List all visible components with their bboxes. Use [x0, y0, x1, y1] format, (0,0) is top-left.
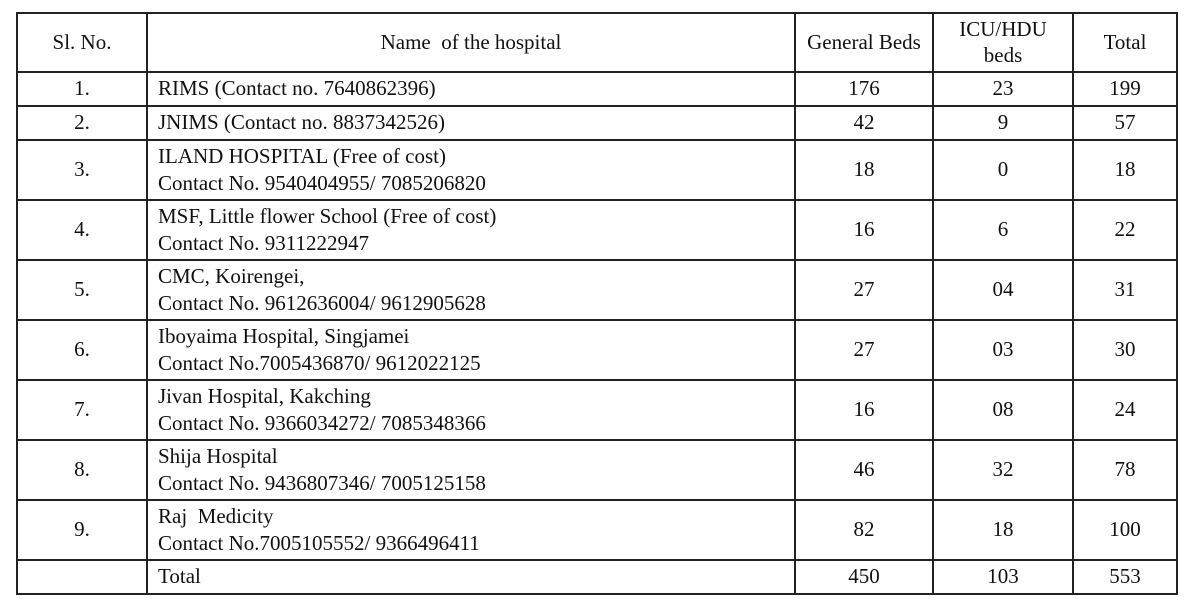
header-sl-no: Sl. No. [17, 13, 147, 72]
hospital-name: JNIMS (Contact no. 8837342526) [158, 110, 445, 135]
header-icu-hdu-beds: ICU/HDU beds [933, 13, 1073, 72]
row-general-beds: 16 [795, 200, 933, 260]
totals-icu-beds: 103 [933, 560, 1073, 594]
table-row [17, 500, 1177, 560]
header-general-beds: General Beds [795, 13, 933, 72]
row-hospital-name [147, 260, 795, 320]
totals-row [17, 560, 1177, 594]
header-hospital-name: Name of the hospital [147, 13, 795, 72]
hospital-contact: Contact No.7005436870/ 9612022125 [158, 350, 481, 375]
table-row [17, 320, 1177, 380]
hospital-contact: Contact No.7005105552/ 9366496411 [158, 530, 480, 555]
hospital-name: Shija Hospital [158, 444, 278, 469]
row-hospital-name [147, 200, 795, 260]
row-sl-no: 8. [17, 440, 147, 500]
table-row [17, 440, 1177, 500]
row-general-beds: 27 [795, 320, 933, 380]
hospital-beds-table [16, 12, 1178, 595]
hospital-name: Raj Medicity [158, 504, 274, 529]
row-icu-beds: 0 [933, 140, 1073, 200]
row-sl-no: 5. [17, 260, 147, 320]
row-icu-beds: 9 [933, 106, 1073, 140]
table-row [17, 106, 1177, 140]
hospital-name: ILAND HOSPITAL (Free of cost) [158, 144, 446, 169]
row-sl-no: 3. [17, 140, 147, 200]
row-icu-beds: 03 [933, 320, 1073, 380]
row-total-beds: 22 [1073, 200, 1177, 260]
row-general-beds: 82 [795, 500, 933, 560]
row-total-beds: 18 [1073, 140, 1177, 200]
row-total-beds: 100 [1073, 500, 1177, 560]
row-total-beds: 199 [1073, 72, 1177, 106]
hospital-name: MSF, Little flower School (Free of cost) [158, 204, 497, 229]
row-sl-no: 1. [17, 72, 147, 106]
table-row [17, 260, 1177, 320]
hospital-name: Jivan Hospital, Kakching [158, 384, 371, 409]
row-hospital-name [147, 106, 795, 140]
row-general-beds: 27 [795, 260, 933, 320]
row-hospital-name [147, 500, 795, 560]
row-sl-no: 4. [17, 200, 147, 260]
totals-general-beds: 450 [795, 560, 933, 594]
hospital-name: RIMS (Contact no. 7640862396) [158, 76, 436, 101]
row-icu-beds: 18 [933, 500, 1073, 560]
hospital-name: CMC, Koirengei, [158, 264, 305, 289]
row-total-beds: 24 [1073, 380, 1177, 440]
row-hospital-name [147, 440, 795, 500]
row-hospital-name [147, 72, 795, 106]
row-icu-beds: 08 [933, 380, 1073, 440]
table-header-row [17, 13, 1177, 72]
row-hospital-name [147, 380, 795, 440]
row-sl-no: 6. [17, 320, 147, 380]
row-general-beds: 46 [795, 440, 933, 500]
row-sl-no: 7. [17, 380, 147, 440]
table-row [17, 140, 1177, 200]
row-hospital-name [147, 140, 795, 200]
row-general-beds: 16 [795, 380, 933, 440]
row-total-beds: 57 [1073, 106, 1177, 140]
hospital-name: Iboyaima Hospital, Singjamei [158, 324, 410, 349]
table-row [17, 200, 1177, 260]
row-icu-beds: 32 [933, 440, 1073, 500]
row-icu-beds: 04 [933, 260, 1073, 320]
totals-label: Total [147, 560, 795, 594]
row-sl-no: 2. [17, 106, 147, 140]
totals-sl-empty [17, 560, 147, 594]
header-total: Total [1073, 13, 1177, 72]
row-general-beds: 176 [795, 72, 933, 106]
totals-total-beds: 553 [1073, 560, 1177, 594]
row-icu-beds: 23 [933, 72, 1073, 106]
row-total-beds: 78 [1073, 440, 1177, 500]
hospital-contact: Contact No. 9540404955/ 7085206820 [158, 170, 486, 195]
hospital-contact: Contact No. 9612636004/ 9612905628 [158, 290, 486, 315]
table-row [17, 380, 1177, 440]
hospital-contact: Contact No. 9436807346/ 7005125158 [158, 470, 486, 495]
row-total-beds: 31 [1073, 260, 1177, 320]
row-general-beds: 42 [795, 106, 933, 140]
row-total-beds: 30 [1073, 320, 1177, 380]
row-general-beds: 18 [795, 140, 933, 200]
row-sl-no: 9. [17, 500, 147, 560]
hospital-contact: Contact No. 9366034272/ 7085348366 [158, 410, 486, 435]
table-row [17, 72, 1177, 106]
hospital-contact: Contact No. 9311222947 [158, 230, 369, 255]
row-icu-beds: 6 [933, 200, 1073, 260]
row-hospital-name [147, 320, 795, 380]
